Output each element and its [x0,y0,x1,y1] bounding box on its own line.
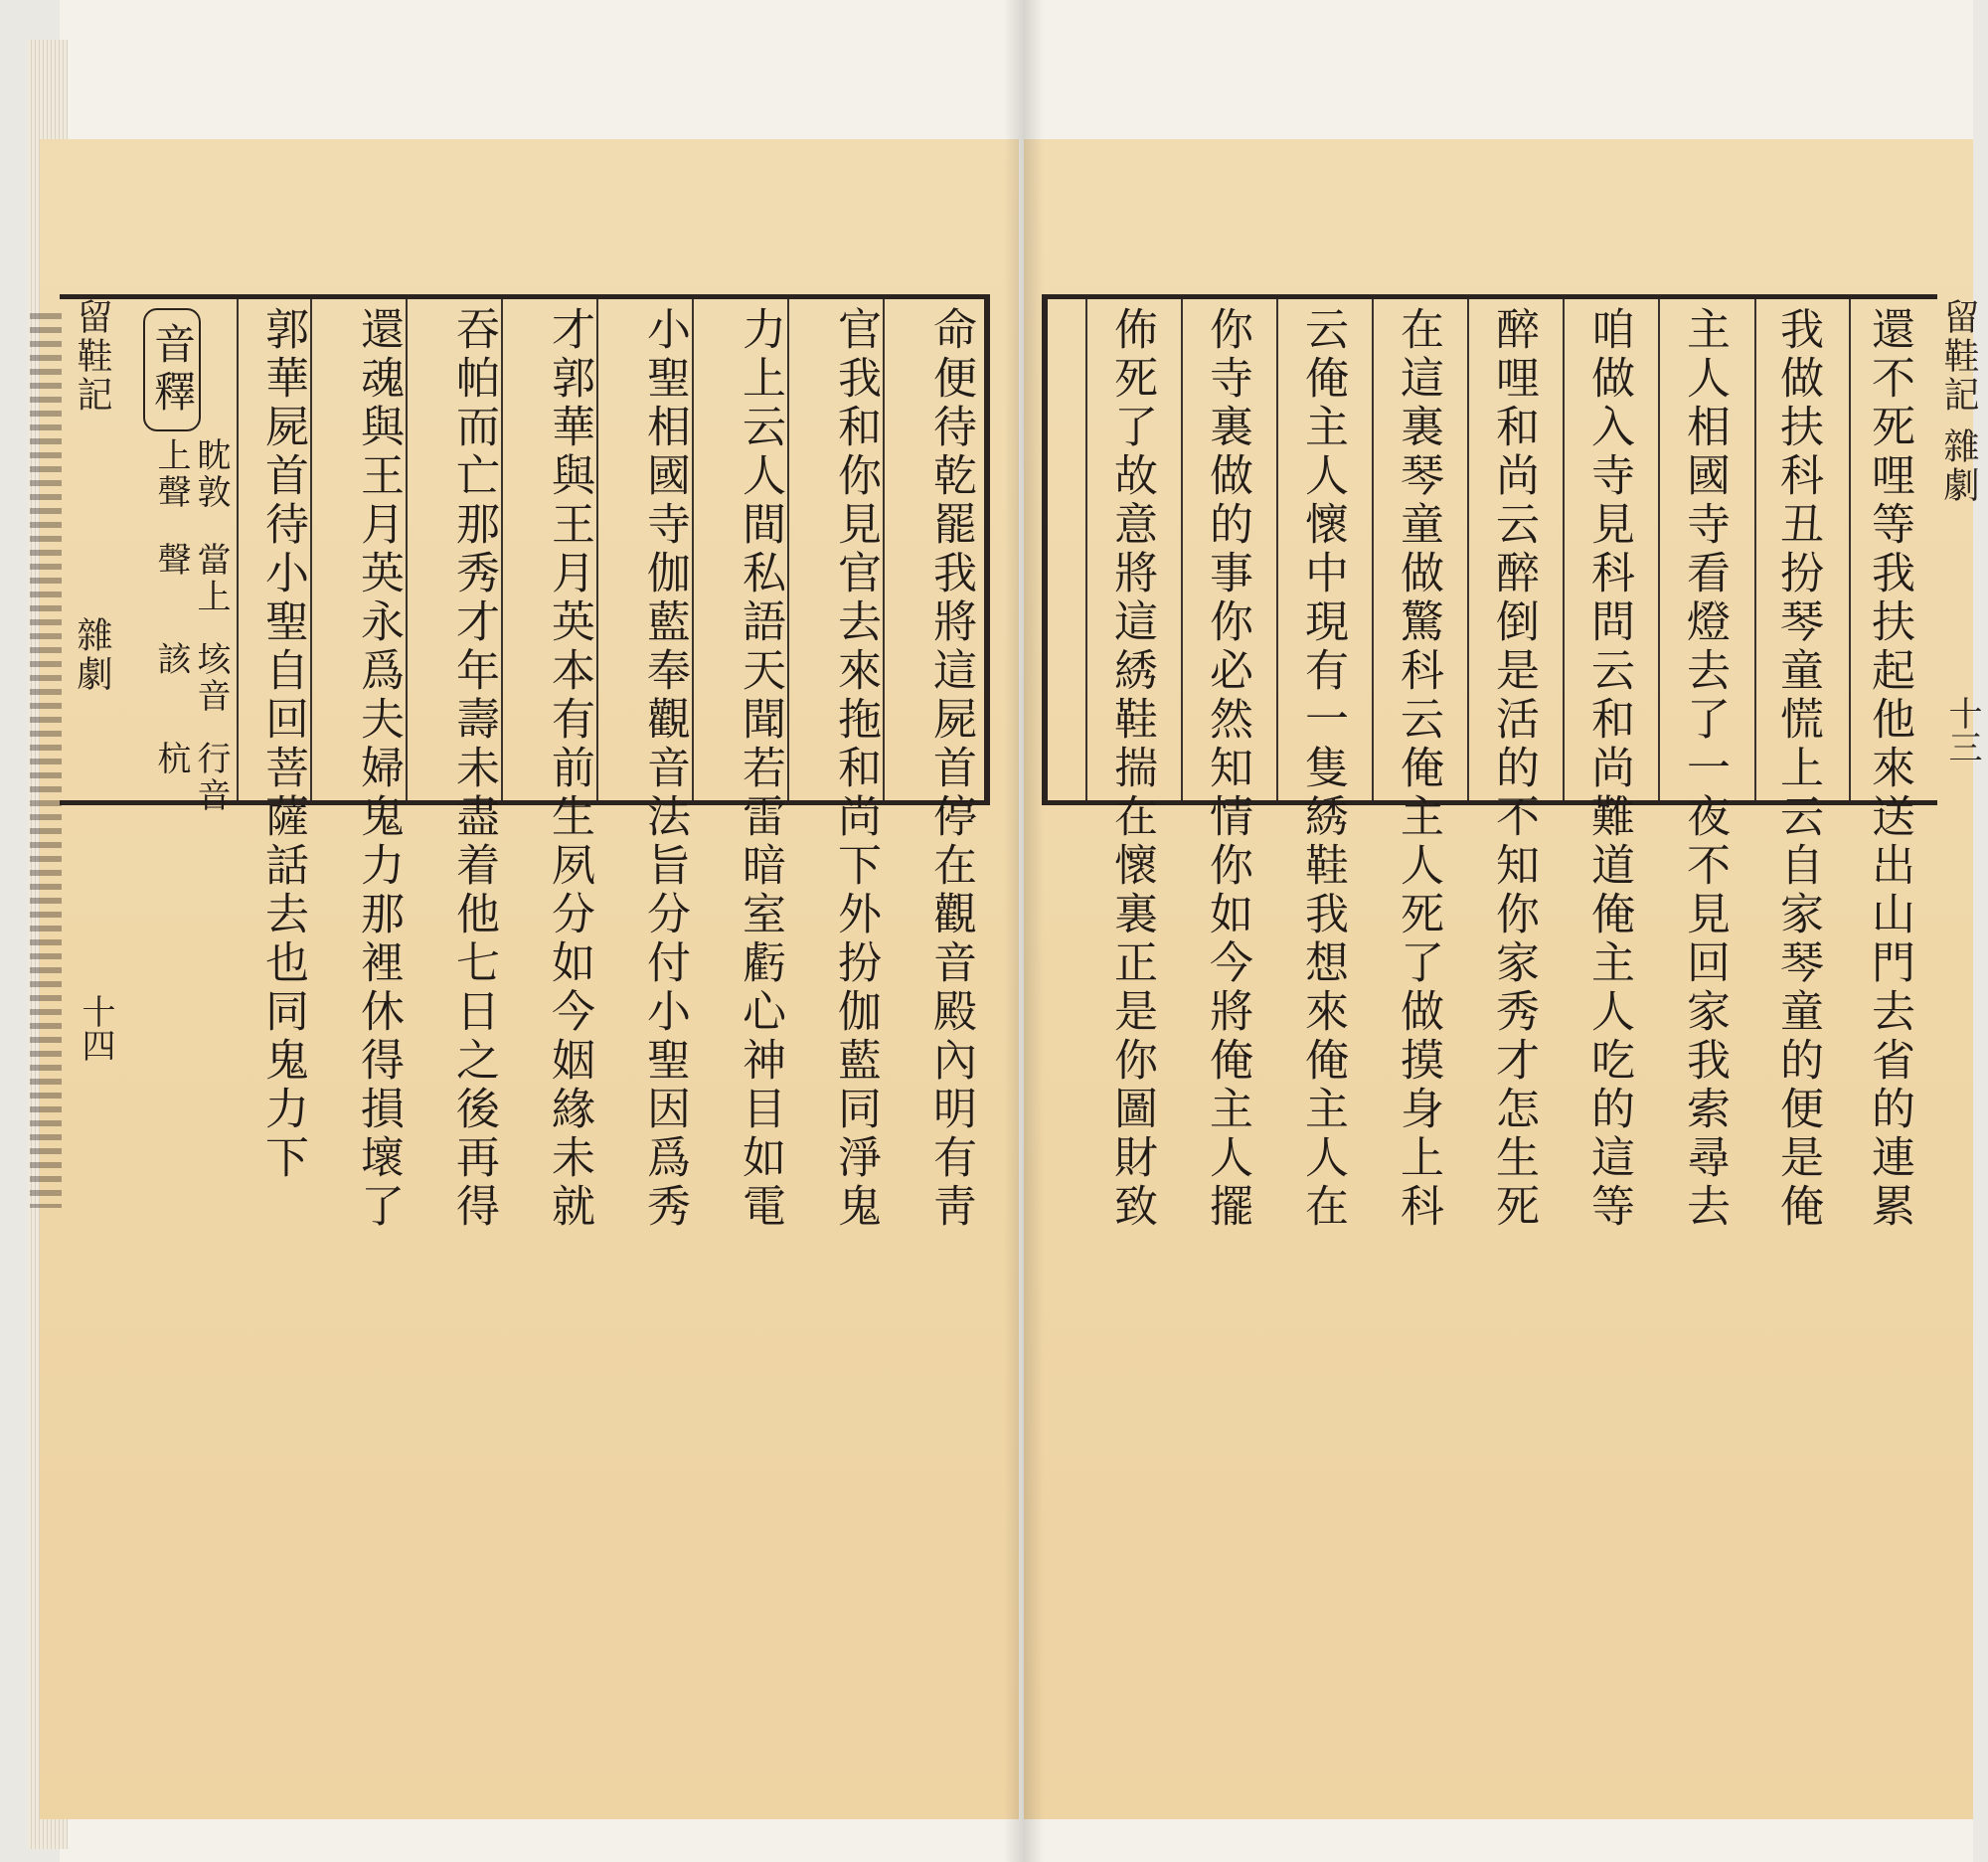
left-column-8: 郭華屍首待小聖自回菩薩話去也同鬼力下 [257,306,308,1183]
column-rule [1754,299,1756,800]
column-rule [883,299,885,800]
right-page-number: 十三 [1942,696,1982,763]
left-page-number: 十四 [76,994,115,1062]
gloss-item: 杭 [151,741,191,777]
right-column-5: 醉哩和尚云醉倒是活的不知你家秀才怎生死 [1488,306,1539,1232]
column-rule [237,299,239,800]
yinshi-label: 音釋 [143,308,201,431]
left-column-4: 小聖相國寺伽藍奉觀音法旨分付小聖因爲秀 [639,306,690,1232]
column-rule [310,299,312,800]
left-margin-title: 留鞋記 [72,298,112,415]
column-rule [1181,299,1183,800]
right-column-3: 主人相國寺看燈去了一夜不見回家我索尋去 [1679,306,1730,1232]
right-margin-title: 留鞋記 [1938,298,1979,415]
column-rule [1085,299,1087,800]
right-column-6: 在這裏琴童做驚科云俺主人死了做摸身上科 [1393,306,1443,1232]
book-gutter [1004,0,1044,1862]
left-column-7: 還魂與王月英永爲夫婦鬼力那裡休得損壞了 [353,306,404,1232]
right-column-9: 佈死了故意將這綉鞋揣在懷裏正是你圖財致 [1106,306,1157,1232]
gloss-item: 垓音 [191,641,231,715]
column-rule [787,299,789,800]
column-rule [1658,299,1660,800]
column-rule [1276,299,1278,800]
right-column-4: 咱做入寺見科問云和尚難道俺主人吃的這等 [1583,306,1634,1232]
right-column-7: 云俺主人懷中現有一隻綉鞋我想來俺主人在 [1297,306,1348,1232]
gloss-item: 上聲 [151,437,191,511]
left-margin-smudge [30,313,62,1208]
gloss-item: 眈敦 [191,437,231,511]
gloss-item: 當上 [191,542,231,615]
left-column-5: 才郭華與王月英本有前生夙分如今姻緣未就 [544,306,594,1232]
column-rule [406,299,408,800]
column-rule [1849,299,1851,800]
column-rule [692,299,694,800]
column-rule [1563,299,1565,800]
left-margin-subtitle: 雜劇 [72,616,112,694]
column-rule [1372,299,1374,800]
column-rule [501,299,503,800]
gloss-item: 聲 [151,542,191,579]
gloss-item: 行音 [191,741,231,814]
column-rule [1467,299,1469,800]
right-column-1: 還不死哩等我扶起他來送出山門去省的連累 [1864,306,1914,1232]
left-column-1: 命便待乾罷我將這屍首停在觀音殿內明有靑 [925,306,976,1232]
column-rule [596,299,598,800]
right-column-8: 你寺裏做的事你必然知情你如今將俺主人擺 [1202,306,1252,1232]
left-column-6: 吞帕而亡那秀才年壽未盡着他七日之後再得 [448,306,499,1232]
left-column-3: 力上云人間私語天聞若雷暗室虧心神目如電 [735,306,785,1232]
left-column-2: 官我和你見官去來拖和尚下外扮伽藍同淨鬼 [830,306,881,1232]
pronunciation-notes [137,298,231,814]
right-column-2: 我做扶科丑扮琴童慌上云自家琴童的便是俺 [1772,306,1823,1232]
gloss-item: 該 [151,641,191,678]
right-margin-subtitle: 雜劇 [1938,427,1979,505]
